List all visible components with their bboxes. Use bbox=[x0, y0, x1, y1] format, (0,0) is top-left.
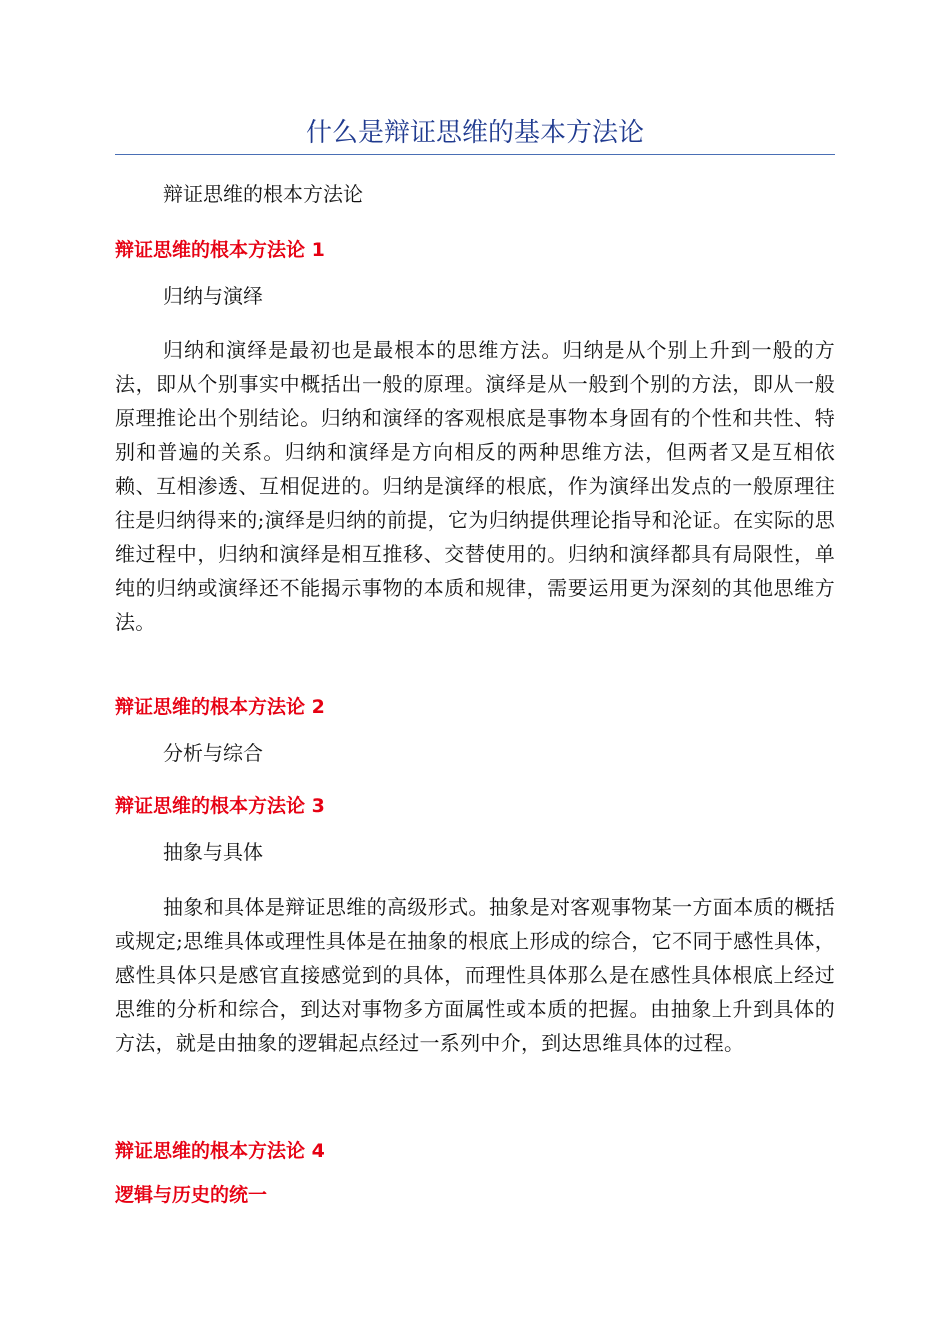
section-subtitle-2: 分析与综合 bbox=[163, 741, 263, 765]
document-title: 什么是辩证思维的基本方法论 bbox=[305, 118, 644, 148]
section-subtitle-3: 抽象与具体 bbox=[163, 840, 263, 864]
section-heading-3: 辩证思维的根本方法论 3 bbox=[115, 795, 325, 817]
section-subtitle-4: 逻辑与历史的统一 bbox=[115, 1184, 268, 1206]
intro-line: 辩证思维的根本方法论 bbox=[163, 182, 363, 206]
section-subtitle-1: 归纳与演绎 bbox=[163, 284, 263, 308]
section-heading-4: 辩证思维的根本方法论 4 bbox=[115, 1140, 325, 1162]
section-heading-1: 辩证思维的根本方法论 1 bbox=[115, 239, 325, 261]
section-paragraph-1: 归纳和演绎是最初也是最根本的思维方法。归纳是从个别上升到一般的方法，即从个别事实中概括出一般的原理。演绎是从一般到个别的方法，即从一般原理推论出个别结论。归纳和演绎的客观根底是事物本身固有的个性和共性、特别和普遍的关系。归纳和演绎是方向相反的两种思维方法，但两者又是互相依赖、互相渗透、互相促进的。归纳是演绎的根底，作为演绎出发点的一般原理往往是归纳得来的;演绎是归纳的前提，它为归纳提供理论指导和沦证。在实际的思维过程中，归纳和演绎是相互推移、交替使用的。归纳和演绎都具有局限性，单纯的归纳或演绎还不能揭示事物的本质和规律，需要运用更为深刻的其他思维方法。 bbox=[115, 338, 835, 634]
title-underline bbox=[115, 154, 835, 155]
section-paragraph-3: 抽象和具体是辩证思维的高级形式。抽象是对客观事物某一方面本质的概括或规定;思维具体或理性具体是在抽象的根底上形成的综合，它不同于感性具体，感性具体只是感官直接感觉到的具体，而理性具体那么是在感性具体根底上经过思维的分析和综合，到达对事物多方面属性或本质的把握。由抽象上升到具体的方法，就是由抽象的逻辑起点经过一系列中介，到达思维具体的过程。 bbox=[115, 895, 835, 1055]
section-heading-2: 辩证思维的根本方法论 2 bbox=[115, 696, 325, 718]
